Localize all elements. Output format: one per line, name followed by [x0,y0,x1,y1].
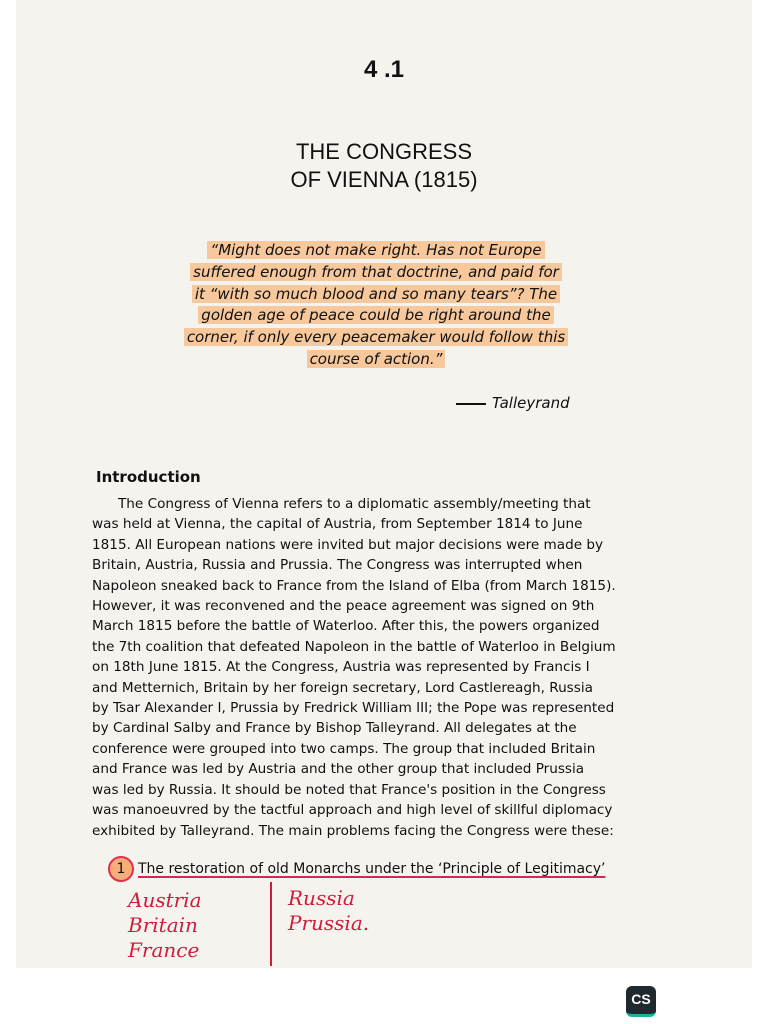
paragraph-line: However, it was reconvened and the peace agreement was signed on 9th [92,598,595,615]
handwritten-note-left [128,888,202,963]
handwritten-word: Britain [128,913,198,937]
paragraph-line: was manoeuvred by the tactful approach and high level of skillful diplomacy [92,802,613,819]
problem-text: The restoration of old Monarchs under the ‘Principle of Legitimacy’ [138,861,606,877]
paragraph-line: by Cardinal Salby and France by Bishop Talleyrand. All delegates at the [92,720,577,737]
chapter-title [16,138,752,194]
quote-line: course of action.” [307,350,446,368]
camscanner-logo-icon: CS [626,986,656,1017]
paragraph-line: March 1815 before the battle of Waterloo. After this, the powers organized [92,618,600,635]
paragraph-line: by Tsar Alexander I, Prussia by Fredrick William III; the Pope was represented [92,700,615,717]
quote-line: it “with so much blood and so many tears”? The [192,285,560,303]
paragraph-line: exhibited by Talleyrand. The main problems facing the Congress were these: [92,822,614,839]
paragraph-line: and France was led by Austria and the other group that included Prussia [92,761,585,778]
handwritten-word: Russia [288,886,355,910]
quote-line: corner, if only every peacemaker would follow this [184,328,568,346]
epigraph-quote [156,240,596,371]
paragraph-line: Britain, Austria, Russia and Prussia. The Congress was interrupted when [92,557,583,574]
chapter-number: 4 .1 [363,56,405,83]
problem-item-1 [108,856,605,882]
paragraph-line: was held at Vienna, the capital of Austria, from September 1814 to June [92,516,583,533]
attribution-name: Talleyrand [492,394,570,412]
chapter-title-line-1: THE CONGRESS [295,139,473,164]
section-heading: Introduction [96,468,201,486]
handwritten-divider [270,882,272,966]
quote-line: golden age of peace could be right around the [198,306,553,324]
attribution-dash [456,403,486,405]
paragraph-line: Napoleon sneaked back to France from the Island of Elba (from March 1815). [92,577,616,594]
paragraph-line: The Congress of Vienna refers to a diplomatic assembly/meeting that [118,496,591,512]
handwritten-word: France [128,938,200,962]
paragraph-line: and Metternich, Britain by her foreign secretary, Lord Castlereagh, Russia [92,679,593,696]
problem-number: 1 [108,856,134,882]
quote-line: “Might does not make right. Has not Europe [207,241,544,259]
paragraph-line: on 18th June 1815. At the Congress, Austria was represented by Francis I [92,659,590,676]
handwritten-word: Austria [128,888,202,912]
paragraph-line: 1815. All European nations were invited but major decisions were made by [92,536,604,553]
introduction-paragraph [92,494,622,841]
quote-attribution [456,394,570,412]
handwritten-note-right [288,886,369,936]
handwritten-word: Prussia. [288,911,370,935]
paragraph-line: was led by Russia. It should be noted that France's position in the Congress [92,781,606,798]
chapter-title-line-2: OF VIENNA (1815) [290,167,478,192]
paragraph-line: conference were grouped into two camps. The group that included Britain [92,740,596,757]
document-page [16,0,752,968]
paragraph-line: the 7th coalition that defeated Napoleon in the battle of Waterloo in Belgium [92,638,616,655]
quote-line: suffered enough from that doctrine, and paid for [190,263,562,281]
